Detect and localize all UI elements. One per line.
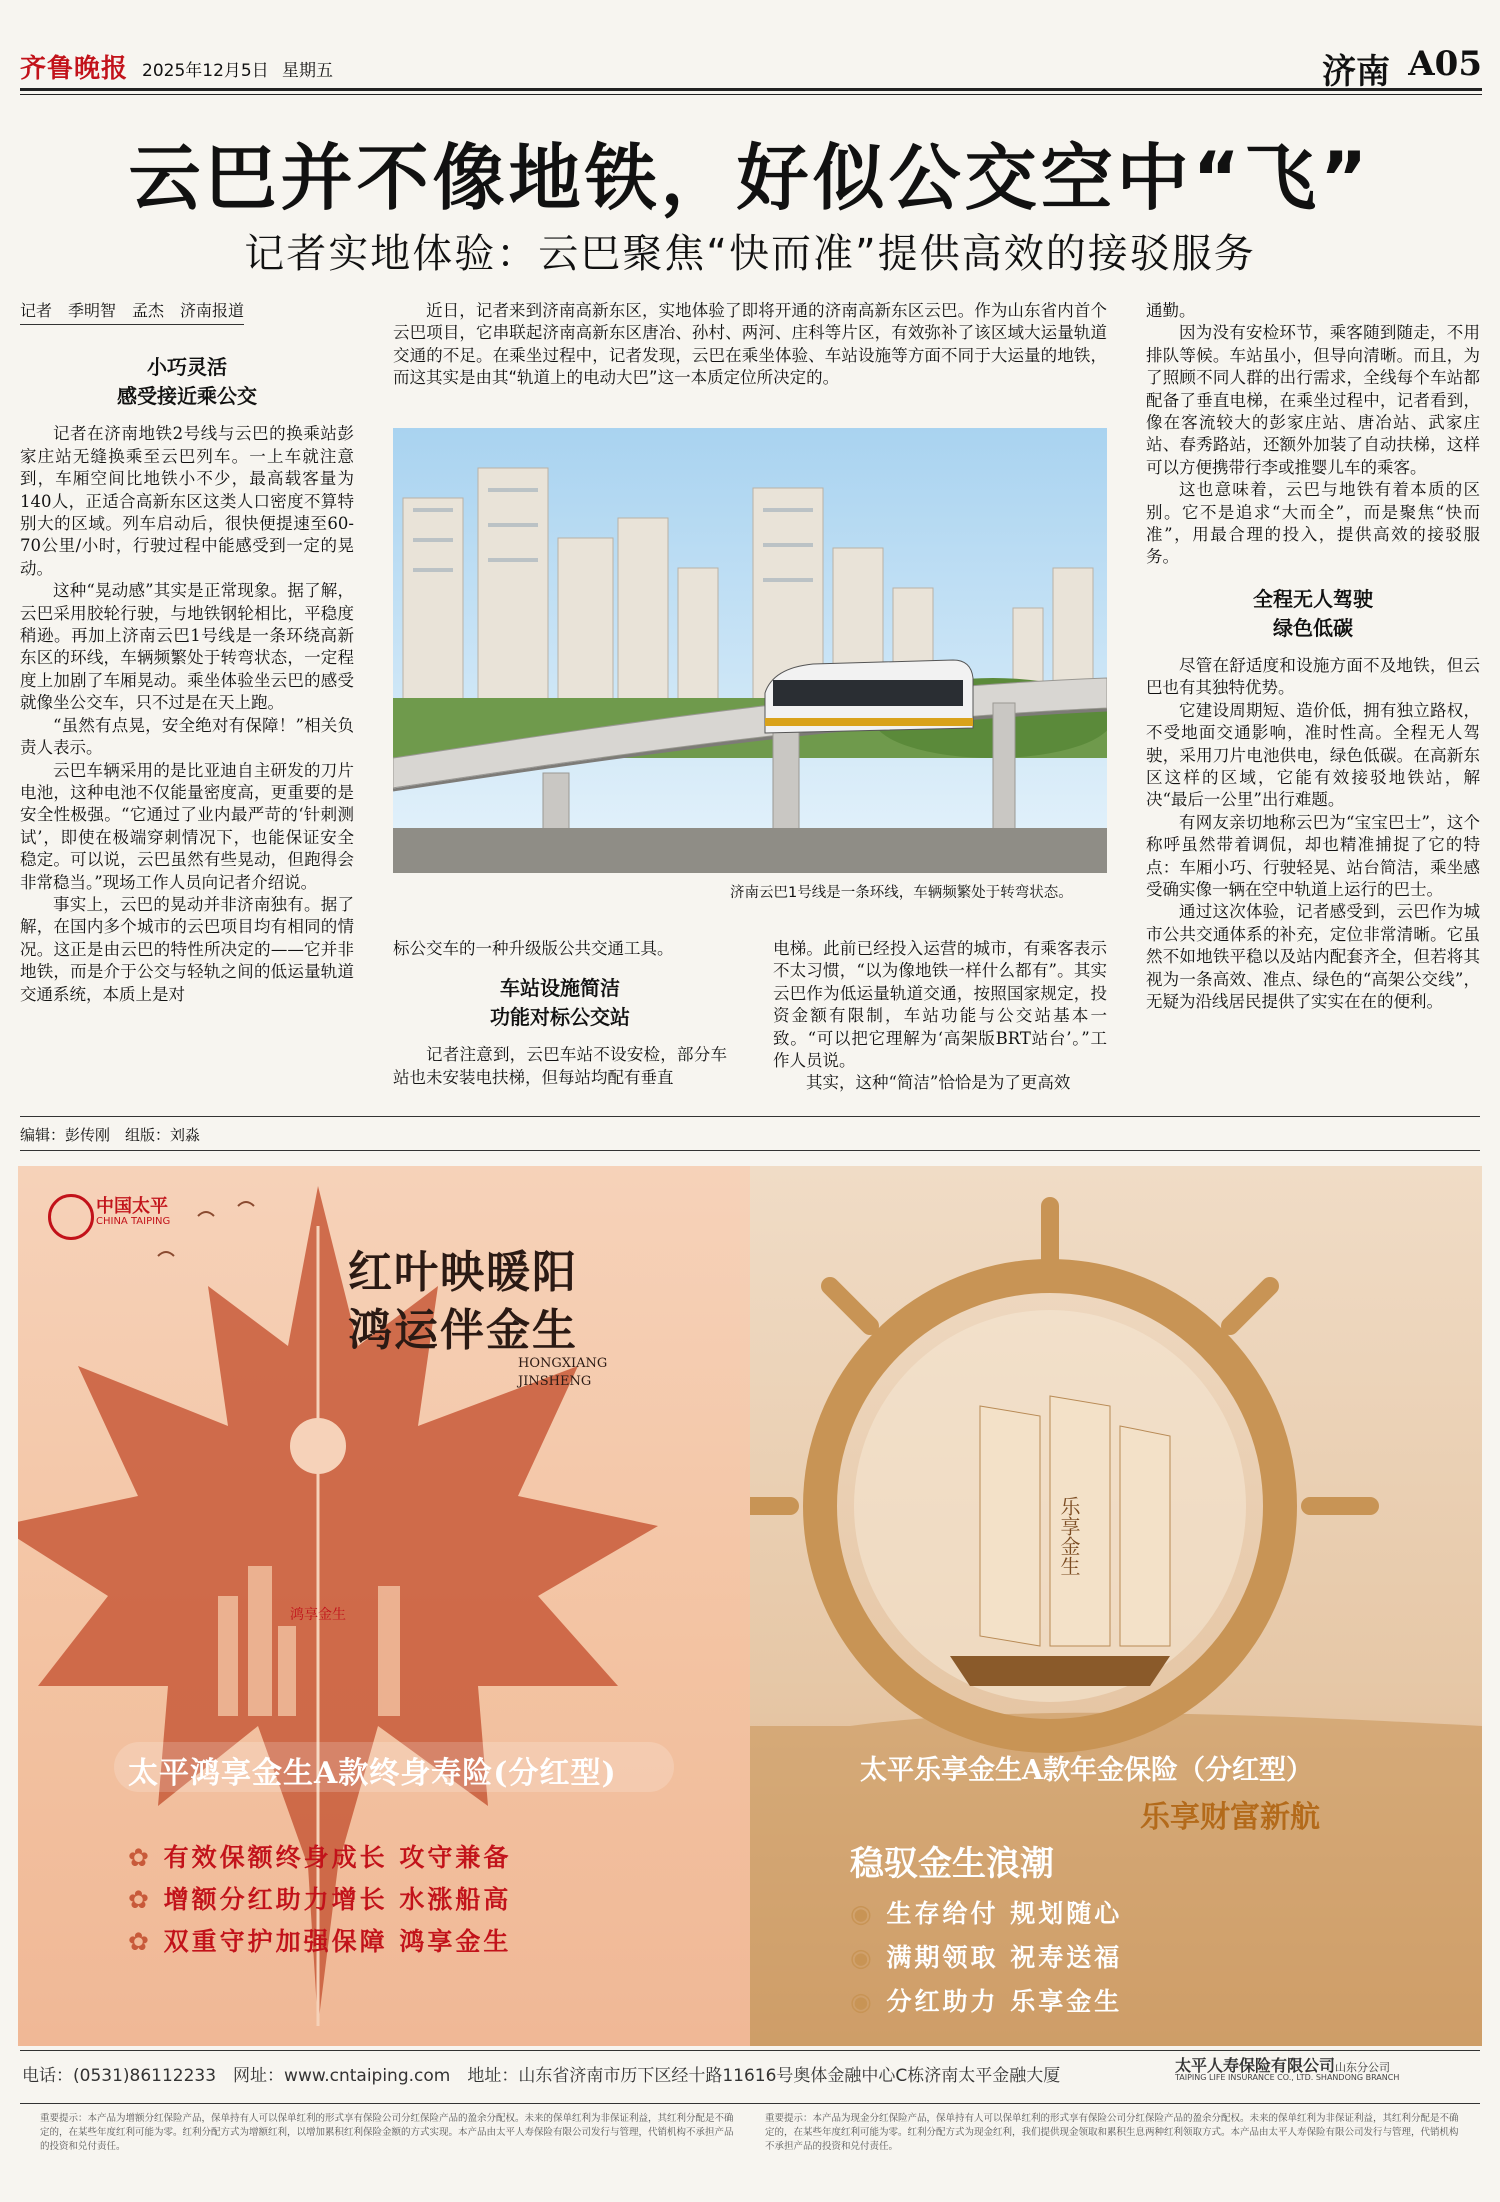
left-slogan-en2: JINSHENG [518,1374,592,1389]
left-feature-3: ✿ 双重守护加强保障 鸿享金生 [128,1927,512,1956]
coin-bullet-icon: ◉ [850,1987,887,2016]
editor-credits: 编辑：彭传刚 组版：刘淼 [20,1126,201,1144]
paragraph: 电梯。此前已经投入运营的城市，有乘客表示不太习惯，“以为像地铁一样什么都有”。其实云巴作为低运量轨道交通，按照国家规定，投资金额有限制，车站功能与公交站基本一致。“可以把它理解为‘高架版BRT站台’。”工作人员说。 [773,939,1107,1071]
ad-company-name: 太平人寿保险有限公司山东分公司 [1175,2056,1391,2075]
paragraph: 事实上，云巴的晃动并非济南独有。据了解，在国内多个城市的云巴项目均有相同的情况。这正是由云巴的特性所决定的——它并非地铁，而是介于公交与轻轨之间的低运量轨道交通系统，本质上是对 [20,894,354,1004]
left-feature-1: ✿ 有效保额终身成长 攻守兼备 [128,1843,512,1872]
section2-title-line2: 功能对标公交站 [490,1005,630,1030]
column-3-bottom [773,938,1107,1095]
section2-title [393,974,727,1032]
insurance-advertisement [18,1166,1482,2046]
headline: 云巴并不像地铁，好似公交空中“飞” [128,136,1372,220]
section1-title [20,353,354,411]
left-feature-2: ✿ 增额分红助力增长 水涨船高 [128,1885,512,1914]
subheadline: 记者实地体验：云巴聚焦“快而准”提供高效的接驳服务 [244,231,1256,277]
masthead-rule [20,88,1482,91]
section3-title [1146,585,1480,643]
section3-title-line2: 绿色低碳 [1273,615,1353,640]
newspaper-logo: 齐鲁晚报 [20,54,129,84]
seal-stamp: 鸿享金生 [290,1607,346,1623]
ad-company-en: TAIPING LIFE INSURANCE CO., LTD. SHANDONG BRANCH [1175,2073,1400,2082]
yunba-train-photo [393,428,1107,873]
column-4 [1146,300,1480,1013]
logo-text-en: CHINA TAIPING [96,1216,171,1227]
right-feature-2: ◉ 满期领取 祝寿送福 [850,1943,1123,1972]
column-2-bottom [393,938,727,1089]
ad-disclaimer-left: 重要提示：本产品为增额分红保险产品，保单持有人可以保单红利的形式享有保险公司分红保险产品的盈余分配权。未来的保单红利为非保证利益，其红利分配是不确定的，在某些年度红利可能为零。红利分配方式为增额红利，以增加累积红利保险金额的方式实现。本产品由太平人寿保险有限公司发行与管理，代销机构不承担产品的投资和兑付责任。 [40,2113,734,2152]
issue-weekday: 星期五 [282,61,333,81]
page-number: A05 [1408,44,1482,84]
right-feature-3: ◉ 分红助力 乐享金生 [850,1987,1123,2016]
right-slogan-line2: 稳驭金生浪潮 [850,1844,1054,1884]
issue-date: 2025年12月5日 [142,61,269,81]
section1-title-line2: 感受接近乘公交 [117,384,257,409]
china-taiping-logo-icon [48,1194,94,1240]
paragraph: 有网友亲切地称云巴为“宝宝巴士”，这个称呼虽然带着调侃，却也精准捕捉了它的特点：车厢小巧、行驶轻晃、站台简洁，乘坐感受确实像一辆在空中轨道上运行的巴士。 [1146,812,1480,899]
leaf-bullet-icon: ✿ [128,1927,164,1956]
lead-paragraph-block [393,300,1107,390]
ad-left-panel [18,1166,750,2046]
byline: 记者 季明智 孟杰 济南报道 [20,300,244,325]
paragraph: 它建设周期短、造价低，拥有独立路权，不受地面交通影响，准时性高。全程无人驾驶，采用刀片电池供电，绿色低碳。在高新东区这样的区域，它能有效接驳地铁站，解决“最后一公里”出行难题。 [1146,700,1480,810]
paragraph: 尽管在舒适度和设施方面不及地铁，但云巴也有其独特优势。 [1146,655,1480,698]
ad-right-panel [750,1166,1482,2046]
coin-bullet-icon: ◉ [850,1943,887,1972]
ad-disclaimer-right: 重要提示：本产品为现金分红保险产品，保单持有人可以保单红利的形式享有保险公司分红保险产品的盈余分配权。未来的保单红利为非保证利益，其红利分配是不确定的，在某些年度红利可能为零。红利分配方式为现金红利，我们提供现金领取和累积生息两种红利领取方式。本产品由太平人寿保险有限公司发行与管理，代销机构不承担产品的投资和兑付责任。 [765,2113,1459,2152]
logo-text-cn: 中国太平 [96,1196,168,1217]
divider [20,2050,1480,2051]
left-slogan-line2: 鸿运伴金生 [348,1305,578,1356]
paragraph: 记者注意到，云巴车站不设安检，部分车站也未安装电扶梯，但每站均配有垂直 [393,1045,727,1087]
paragraph: 云巴车辆采用的是比亚迪自主研发的刀片电池，这种电池不仅能量密度高，更重要的是安全性极强。“它通过了业内最严苛的‘针刺测试’，即使在极端穿刺情况下，也能保证安全稳定。可以说，云巴虽然有些晃动，但跑得会非常稳当。”现场工作人员向记者介绍说。 [20,760,354,892]
ship-sail-text: 乐享金生 [1057,1496,1081,1576]
leaf-bullet-icon: ✿ [128,1843,164,1872]
divider [20,1150,1480,1151]
masthead [20,30,1482,90]
right-product-title: 太平乐享金生A款年金保险（分红型） [860,1755,1313,1786]
left-product-title: 太平鸿享金生A款终身寿险(分红型) [128,1756,617,1791]
paragraph: 记者在济南地铁2号线与云巴的换乘站彭家庄站无缝换乘至云巴列车。一上车就注意到，车厢空间比地铁小不少，最高载客量为140人，正适合高新东区这类人口密度不算特别大的区域。列车启动后，很快便提速至60-70公里/小时，行驶过程中能感受到一定的晃动。 [20,424,354,578]
left-slogan-en1: HONGXIANG [518,1356,608,1371]
section2-title-line1: 车站设施简洁 [500,976,620,1001]
paragraph: 这种“晃动感”其实是正常现象。据了解，云巴采用胶轮行驶，与地铁钢轮相比，平稳度稍逊。再加上济南云巴1号线是一条环绕高新东区的环线，车辆频繁处于转弯状态，一定程度上加剧了车厢晃动。乘坐体验坐云巴的感受就像坐公交车，只不过是在天上跑。 [20,581,354,713]
divider [20,2103,1480,2104]
photo-caption: 济南云巴1号线是一条环线，车辆频繁处于转弯状态。 [730,885,1073,901]
divider [20,1116,1480,1117]
masthead-rule-thin [20,94,1482,95]
left-slogan-line1: 红叶映暖阳 [348,1247,578,1298]
section-name: 济南 [1322,52,1390,92]
paragraph: “虽然有点晃，安全绝对有保障！”相关负责人表示。 [20,715,354,758]
paragraph: 通过这次体验，记者感受到，云巴作为城市公共交通体系的补充，定位非常清晰。它虽然不如地铁平稳以及站内配套齐全，但若将其视为一条高效、准点、绿色的“高架公交线”，无疑为沿线居民提供了实实在在的便利。 [1146,902,1480,1011]
paragraph: 标公交车的一种升级版公共交通工具。 [393,939,674,958]
right-feature-1: ◉ 生存给付 规划随心 [850,1899,1123,1928]
paragraph: 其实，这种“简洁”恰恰是为了更高效 [806,1073,1071,1093]
coin-bullet-icon: ◉ [850,1899,887,1928]
section3-title-line1: 全程无人驾驶 [1253,586,1373,611]
column-1 [20,300,354,1006]
paragraph: 通勤。 [1146,301,1196,320]
lead-paragraph: 近日，记者来到济南高新东区，实地体验了即将开通的济南高新东区云巴。作为山东省内首个云巴项目，它串联起济南高新东区唐冶、孙村、两河、庄科等片区，有效弥补了该区域大运量轨道交通的不足。在乘坐过程中，记者发现，云巴在乘坐体验、车站设施等方面不同于大运量的地铁，而这其实是由其“轨道上的电动大巴”这一本质定位所决定的。 [393,301,1107,388]
paragraph: 这也意味着，云巴与地铁有着本质的区别。它不是追求“大而全”，而是聚焦“快而准”，用最合理的投入，提供高效的接驳服务。 [1146,480,1480,567]
paragraph: 因为没有安检环节，乘客随到随走，不用排队等候。车站虽小，但导向清晰。而且，为了照顾不同人群的出行需求，全线每个车站都配备了垂直电梯，在乘坐过程中，记者看到，像在客流较大的彭家庄站、唐冶站、武家庄站、春秀路站，还额外加装了自动扶梯，这样可以方便携带行李或推婴儿车的乘客。 [1146,323,1480,477]
right-slogan-line1: 乐享财富新航 [1140,1800,1320,1835]
section1-title-line1: 小巧灵活 [147,355,227,380]
leaf-bullet-icon: ✿ [128,1885,164,1914]
ad-contact-info: 电话：(0531)86112233 网址：www.cntaiping.com 地址：山东省济南市历下区经十路11616号奥体金融中心C栋济南太平金融大厦 [22,2066,1061,2086]
